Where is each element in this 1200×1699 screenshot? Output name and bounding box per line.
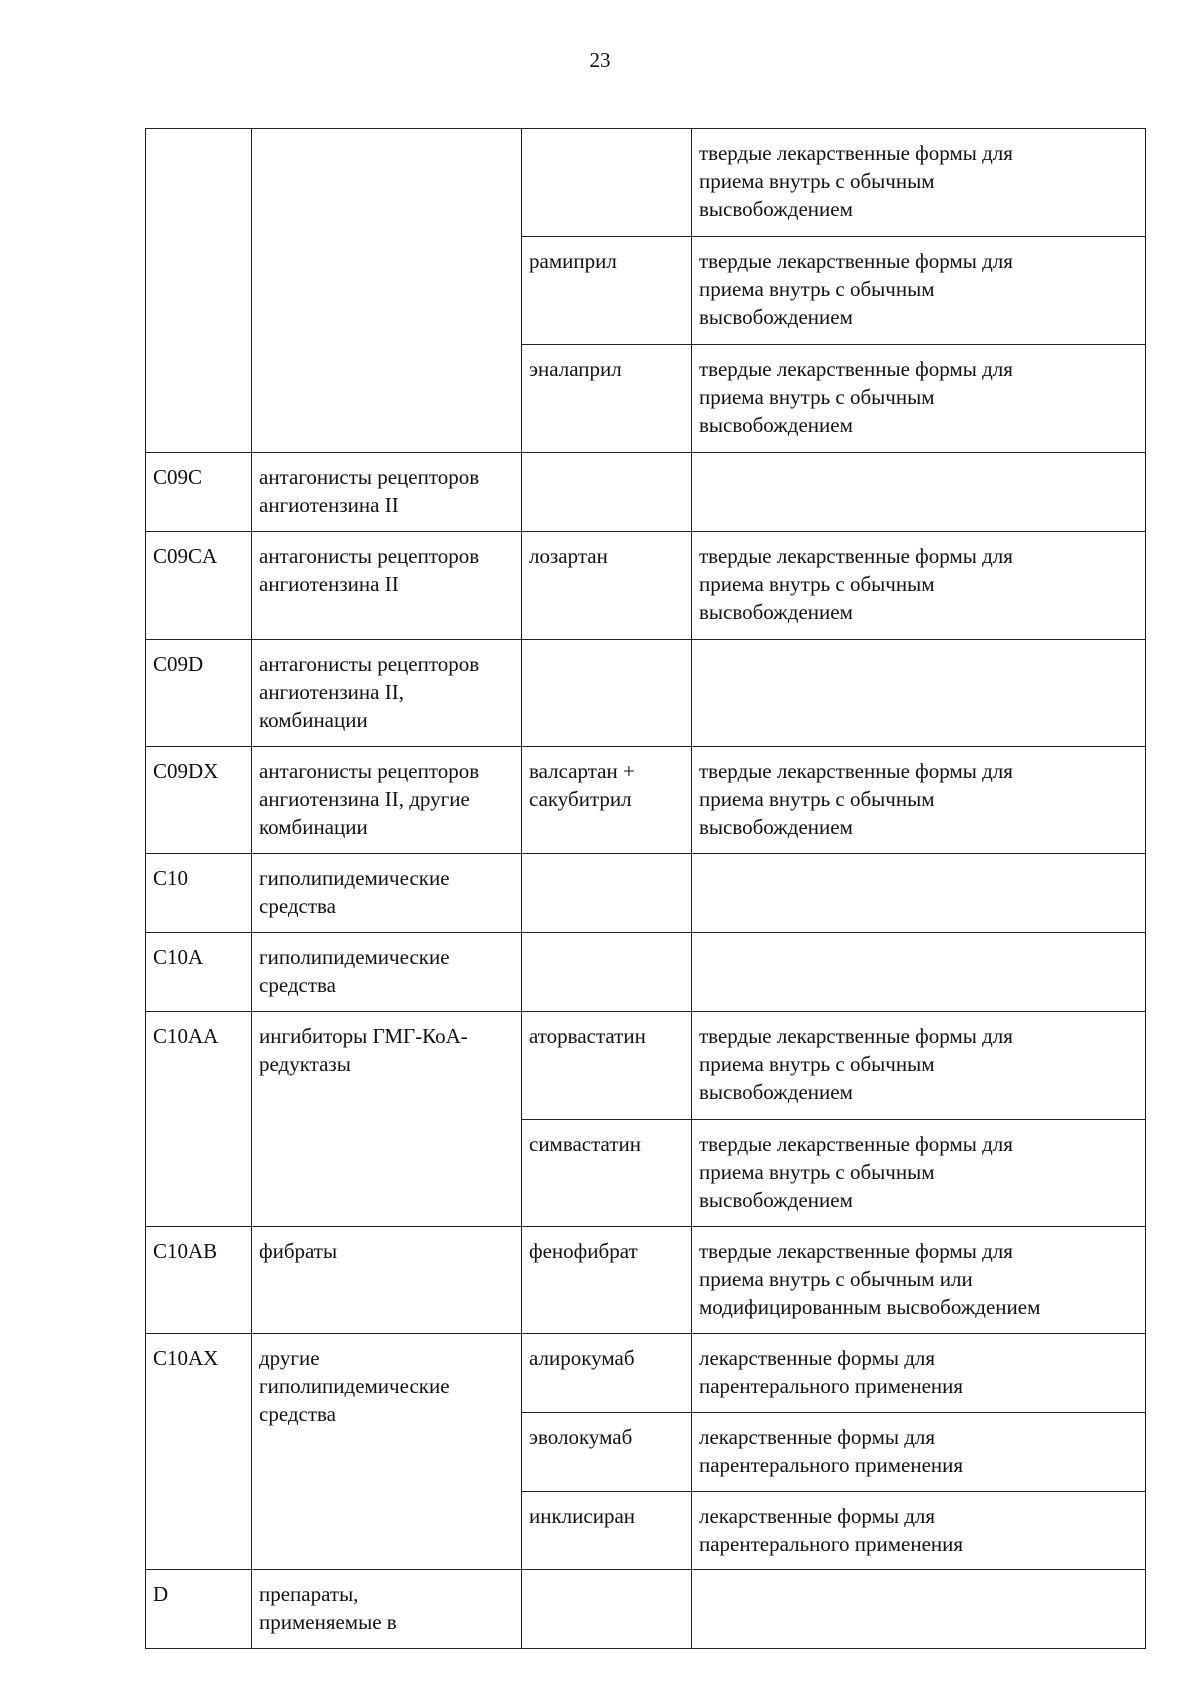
group-cell: антагонисты рецепторов ангиотензина II — [252, 453, 522, 532]
form-cell: твердые лекарственные формы для приема внутрь с обычным высвобождением — [692, 345, 1146, 453]
drug-cell — [522, 640, 692, 747]
drug-cell — [522, 933, 692, 1012]
form-cell: твердые лекарственные формы для приема внутрь с обычным высвобождением — [692, 747, 1146, 854]
table-row — [146, 1570, 1146, 1649]
table-row — [146, 747, 1146, 854]
drug-table — [145, 128, 1146, 1649]
group-cell — [252, 129, 522, 453]
code-cell: C09CA — [146, 532, 252, 640]
code-cell: C10AX — [146, 1334, 252, 1570]
drug-cell: симвастатин — [522, 1120, 692, 1227]
code-cell: C10AA — [146, 1012, 252, 1227]
form-cell: твердые лекарственные формы для приема внутрь с обычным высвобождением — [692, 129, 1146, 237]
form-cell: твердые лекарственные формы для приема внутрь с обычным или модифицированным высвобождением — [692, 1227, 1146, 1334]
group-cell: гиполипидемические средства — [252, 933, 522, 1012]
drug-cell: инклисиран — [522, 1492, 692, 1570]
code-cell: C10 — [146, 854, 252, 933]
form-cell: твердые лекарственные формы для приема внутрь с обычным высвобождением — [692, 237, 1146, 345]
table-row — [146, 1012, 1146, 1120]
form-cell: лекарственные формы для парентерального применения — [692, 1334, 1146, 1413]
code-cell: C10AB — [146, 1227, 252, 1334]
group-cell: антагонисты рецепторов ангиотензина II, другие комбинации — [252, 747, 522, 854]
drug-cell: эволокумаб — [522, 1413, 692, 1492]
code-cell: C09D — [146, 640, 252, 747]
code-cell — [146, 129, 252, 453]
group-cell: другие гиполипидемические средства — [252, 1334, 522, 1570]
group-cell: ингибиторы ГМГ-КоА- редуктазы — [252, 1012, 522, 1227]
table-row — [146, 640, 1146, 747]
group-cell: антагонисты рецепторов ангиотензина II, комбинации — [252, 640, 522, 747]
page-number: 23 — [589, 48, 611, 72]
drug-cell — [522, 1570, 692, 1649]
form-cell — [692, 453, 1146, 532]
code-cell: C10A — [146, 933, 252, 1012]
drug-cell — [522, 854, 692, 933]
drug-cell: фенофибрат — [522, 1227, 692, 1334]
drug-cell — [522, 453, 692, 532]
form-cell: твердые лекарственные формы для приема внутрь с обычным высвобождением — [692, 1120, 1146, 1227]
code-cell: C09C — [146, 453, 252, 532]
group-cell: антагонисты рецепторов ангиотензина II — [252, 532, 522, 640]
form-cell: твердые лекарственные формы для приема внутрь с обычным высвобождением — [692, 532, 1146, 640]
table-row — [146, 129, 1146, 237]
form-cell: лекарственные формы для парентерального применения — [692, 1413, 1146, 1492]
form-cell: твердые лекарственные формы для приема внутрь с обычным высвобождением — [692, 1012, 1146, 1120]
form-cell — [692, 1570, 1146, 1649]
drug-cell: эналаприл — [522, 345, 692, 453]
table-row — [146, 1227, 1146, 1334]
form-cell — [692, 640, 1146, 747]
code-cell: C09DX — [146, 747, 252, 854]
drug-cell: лозартан — [522, 532, 692, 640]
drug-cell: аторвастатин — [522, 1012, 692, 1120]
drug-cell: алирокумаб — [522, 1334, 692, 1413]
drug-cell — [522, 129, 692, 237]
table-row — [146, 933, 1146, 1012]
form-cell — [692, 854, 1146, 933]
table-row — [146, 532, 1146, 640]
drug-cell: валсартан + сакубитрил — [522, 747, 692, 854]
group-cell: препараты, применяемые в — [252, 1570, 522, 1649]
table-row — [146, 1334, 1146, 1413]
table-row — [146, 453, 1146, 532]
group-cell: гиполипидемические средства — [252, 854, 522, 933]
form-cell — [692, 933, 1146, 1012]
group-cell: фибраты — [252, 1227, 522, 1334]
drug-cell: рамиприл — [522, 237, 692, 345]
form-cell: лекарственные формы для парентерального применения — [692, 1492, 1146, 1570]
code-cell: D — [146, 1570, 252, 1649]
table-row — [146, 854, 1146, 933]
